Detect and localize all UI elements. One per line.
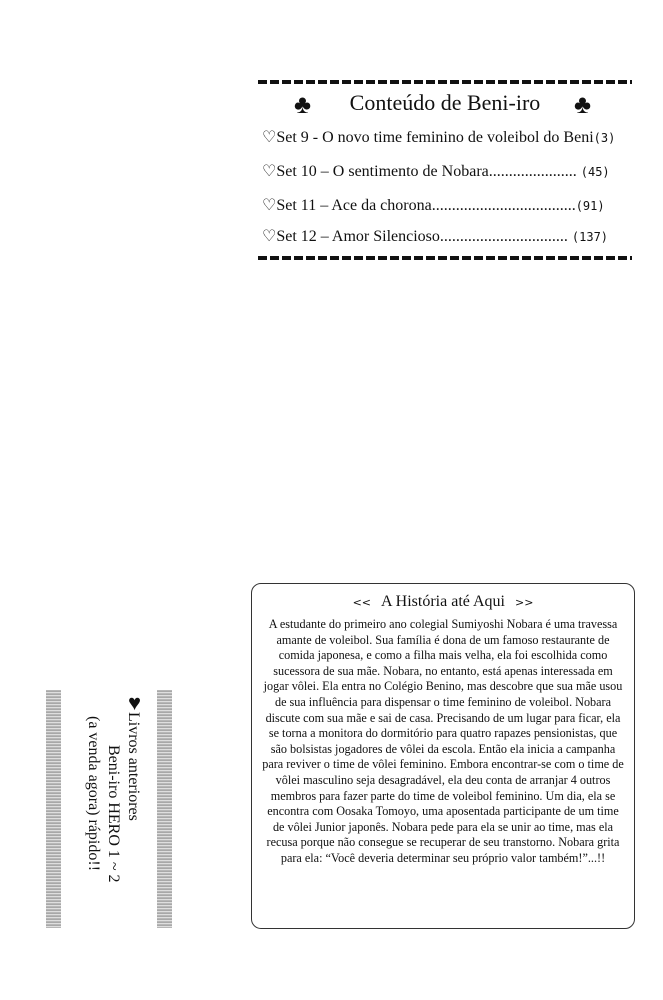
heart-icon: ♡ — [262, 129, 277, 146]
story-title: A História até Aqui — [381, 593, 505, 610]
toc-entry-page: (137) — [571, 230, 609, 244]
toc-entry — [262, 127, 636, 147]
heart-icon: ♡ — [262, 228, 277, 245]
decorative-stripe-right — [157, 690, 172, 928]
heart-icon: ♡ — [262, 163, 277, 180]
dashed-divider-top — [258, 80, 632, 84]
toc-entry-title: Set 9 - O novo time feminino de voleibol do Beni — [276, 129, 594, 146]
toc-header — [258, 88, 632, 120]
previous-books-availability: (a venda agora) rápido!! — [85, 716, 102, 872]
toc-entry-page: (3) — [593, 131, 616, 145]
left-quote-mark: << — [352, 596, 371, 609]
story-summary: A estudante do primeiro ano colegial Sumiyoshi Nobara é uma travessa amante de voleibol. Sua família é dona de um famoso restaurante de comida japonesa, e como a filha mais velha, ela foi escolhida como sucessora de sua mãe. Nobara, no entanto, está apenas interessada em jogar vôlei. Ela entra no Colégio Benino, mas descobre que sua mãe usou de sua influência para dispensar o time feminino de voleibol. Nobara discute com sua mãe e sai de casa. Precisando de um lugar para ficar, ela se torna a monitora do dormitório para quatro rapazes pensionistas, que são bolsistas jogadores de vôlei da escola. Então ela inicia a campanha para reviver o time de vôlei feminino. Embora encontrar-se com o time de vôlei masculino seja desagradável, ela deu conta de arranjar 4 outros membros para fazer parte do time de voleibol feminino. Um dia, ela se encontra com Oosaka Tomoyo, uma aposentada participante de um time de vôlei Junior japonês. Nobara pede para ela se unir ao time, mas ela recusa porque não consegue se recuperar de seu transtorno. Nobara grita para ela: “Você deveria determinar seu próprio valor também!”...!! — [262, 617, 624, 865]
club-icon: ♣ — [574, 90, 592, 119]
story-so-far-box — [251, 583, 635, 929]
toc-entry — [262, 226, 636, 246]
dashed-divider-bottom — [258, 256, 632, 260]
heart-icon: ♡ — [262, 197, 277, 214]
toc-entry-title: Set 12 – Amor Silencioso................................ — [276, 228, 568, 245]
right-quote-mark: >> — [514, 596, 534, 609]
toc-entry-title: Set 10 – O sentimento de Nobara...................... — [276, 163, 577, 180]
toc-entry-page: (45) — [580, 165, 610, 179]
story-header — [252, 593, 634, 611]
club-icon: ♣ — [294, 90, 312, 119]
toc-entry — [262, 161, 636, 181]
toc-title: Conteúdo de Beni-iro — [349, 90, 541, 115]
table-of-contents — [258, 78, 632, 264]
toc-entry — [262, 195, 636, 215]
previous-books-titles: Beni-iro HERO 1 ~ 2 — [105, 745, 122, 883]
toc-entry-page: (91) — [575, 199, 605, 213]
decorative-stripe-left — [46, 690, 61, 928]
toc-entry-title: Set 11 – Ace da chorona.................................... — [276, 197, 576, 214]
heart-icon: ♥ — [128, 690, 142, 715]
previous-books-label: Livros anteriores — [125, 712, 142, 821]
